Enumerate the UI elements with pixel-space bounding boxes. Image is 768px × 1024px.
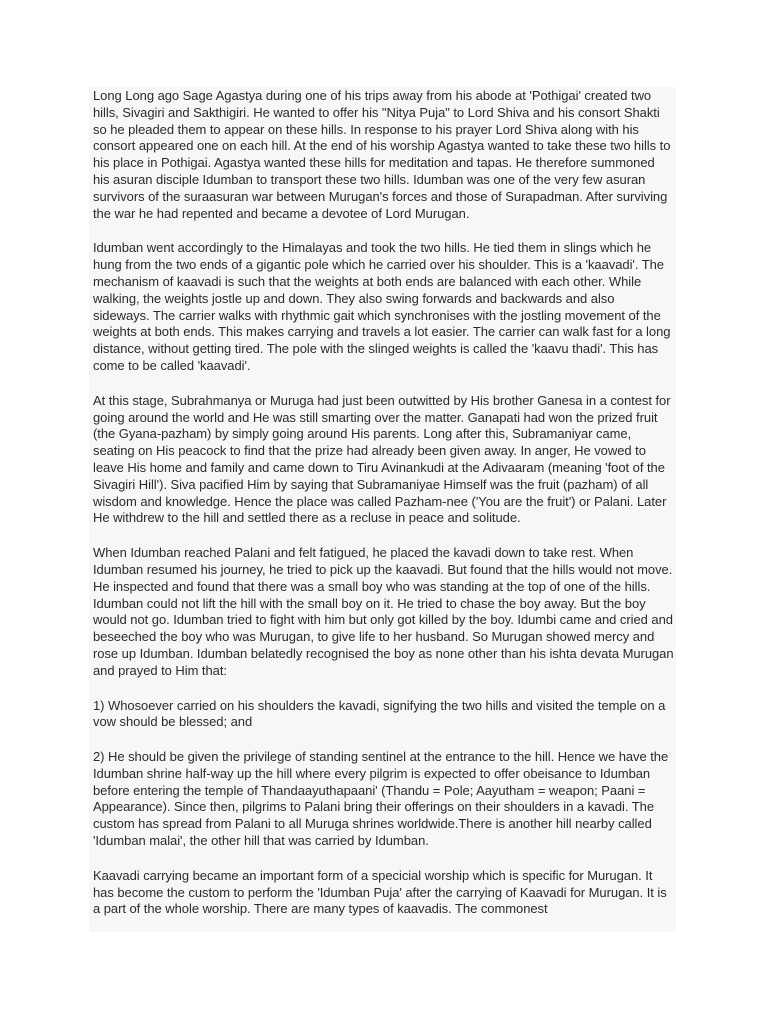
paragraph-idumban-kaavadi: Idumban went accordingly to the Himalayas and took the two hills. He tied them in slings which he hung from the two ends of a gigantic pole which he carried over his shoulder. This is a 'kaavadi'. The mechanism of kaavadi is such that the weights at both ends are balanced with each other. While walking, the weights jostle up and down. They also swing forwards and backwards and also sideways. The carrier walks with rhythmic gait which synchronises with the jostling movement of the weights at both ends. This makes carrying and travels a lot easier. The carrier can walk fast for a long distance, without getting tired. The pole with the slinged weights is called the 'kaavu thadi'. This has come to be called 'kaavadi'.: [93, 240, 671, 373]
paragraph-kaavadi-worship: Kaavadi carrying became an important form of a specicial worship which is specific for Murugan. It has become the custom to perform the 'Idumban Puja' after the carrying of Kaavadi for Murugan. It is a part of the whole worship. There are many types of kaavadis. The commonest: [93, 867, 667, 917]
document-text-block: [89, 87, 676, 932]
paragraph-subrahmanya-palani: At this stage, Subrahmanya or Muruga had just been outwitted by His brother Ganesa in a contest for going around the world and He was still smarting over the matter. Ganapati had won the prized fruit (the Gyana-pazham) by simply going around His parents. Long after this, Subramaniyar came, seating on His peacock to find that the prize had already been given away. In anger, He vowed to leave His home and family and came down to Tiru Avinankudi at the Adivaaram (meaning 'foot of the Sivagiri Hill'). Siva pacified Him by saying that Subramaniyae Himself was the fruit (pazham) of all wisdom and knowledge. Hence the place was called Pazham-nee ('You are the fruit') or Palani. Later He withdrew to the hill and settled there as a recluse in peace and solitude.: [93, 392, 671, 526]
paragraph-vow-two: 2) He should be given the privilege of standing sentinel at the entrance to the hill. Hence we have the Idumban shrine half-way up the hill where every pilgrim is expected to offer obeisance to Idumban before entering the temple of Thandaayuthapaani' (Thandu = Pole; Aayutham = weapon; Paani = Appearance). Since then, pilgrims to Palani bring their offerings on their shoulders in a kavadi. The custom has spread from Palani to all Muruga shrines worldwide.There is another hill nearby called 'Idumban malai', the other hill that was carried by Idumban.: [93, 749, 669, 849]
paragraph-idumban-reached-palani: When Idumban reached Palani and felt fatigued, he placed the kavadi down to take rest. When Idumban resumed his journey, he tried to pick up the kaavadi. But found that the hills would not move. He inspected and found that there was a small boy who was standing at the top of one of the hills. Idumban could not lift the hill with the small boy on it. He tried to chase the boy away. But the boy would not go. Idumban tried to fight with him but only got killed by the boy. Idumbi came and cried and beseeched the boy who was Murugan, to give life to her husband. So Murugan showed mercy and rose up Idumban. Idumban belatedly recognised the boy as none other than his ishta devata Murugan and prayed to Him that:: [93, 545, 674, 678]
paragraph-vow-one: 1) Whosoever carried on his shoulders the kavadi, signifying the two hills and visited the temple on a vow should be blessed; and: [93, 697, 666, 730]
paragraph-sage-agastya: Long Long ago Sage Agastya during one of his trips away from his abode at 'Pothigai' created two hills, Sivagiri and Sakthigiri. He wanted to offer his "Nitya Puja" to Lord Shiva and his consort Shakti so he pleaded them to appear on these hills. In response to his prayer Lord Shiva along with his consort appeared one on each hill. At the end of his worship Agastya wanted to take these two hills to his place in Pothigai. Agastya wanted these hills for meditation and tapas. He therefore summoned his asuran disciple Idumban to transport these two hills. Idumban was one of the very few asuran survivors of the suraasuran war between Murugan's forces and those of Surapadman. After surviving the war he had repented and became a devotee of Lord Murugan.: [93, 88, 671, 221]
